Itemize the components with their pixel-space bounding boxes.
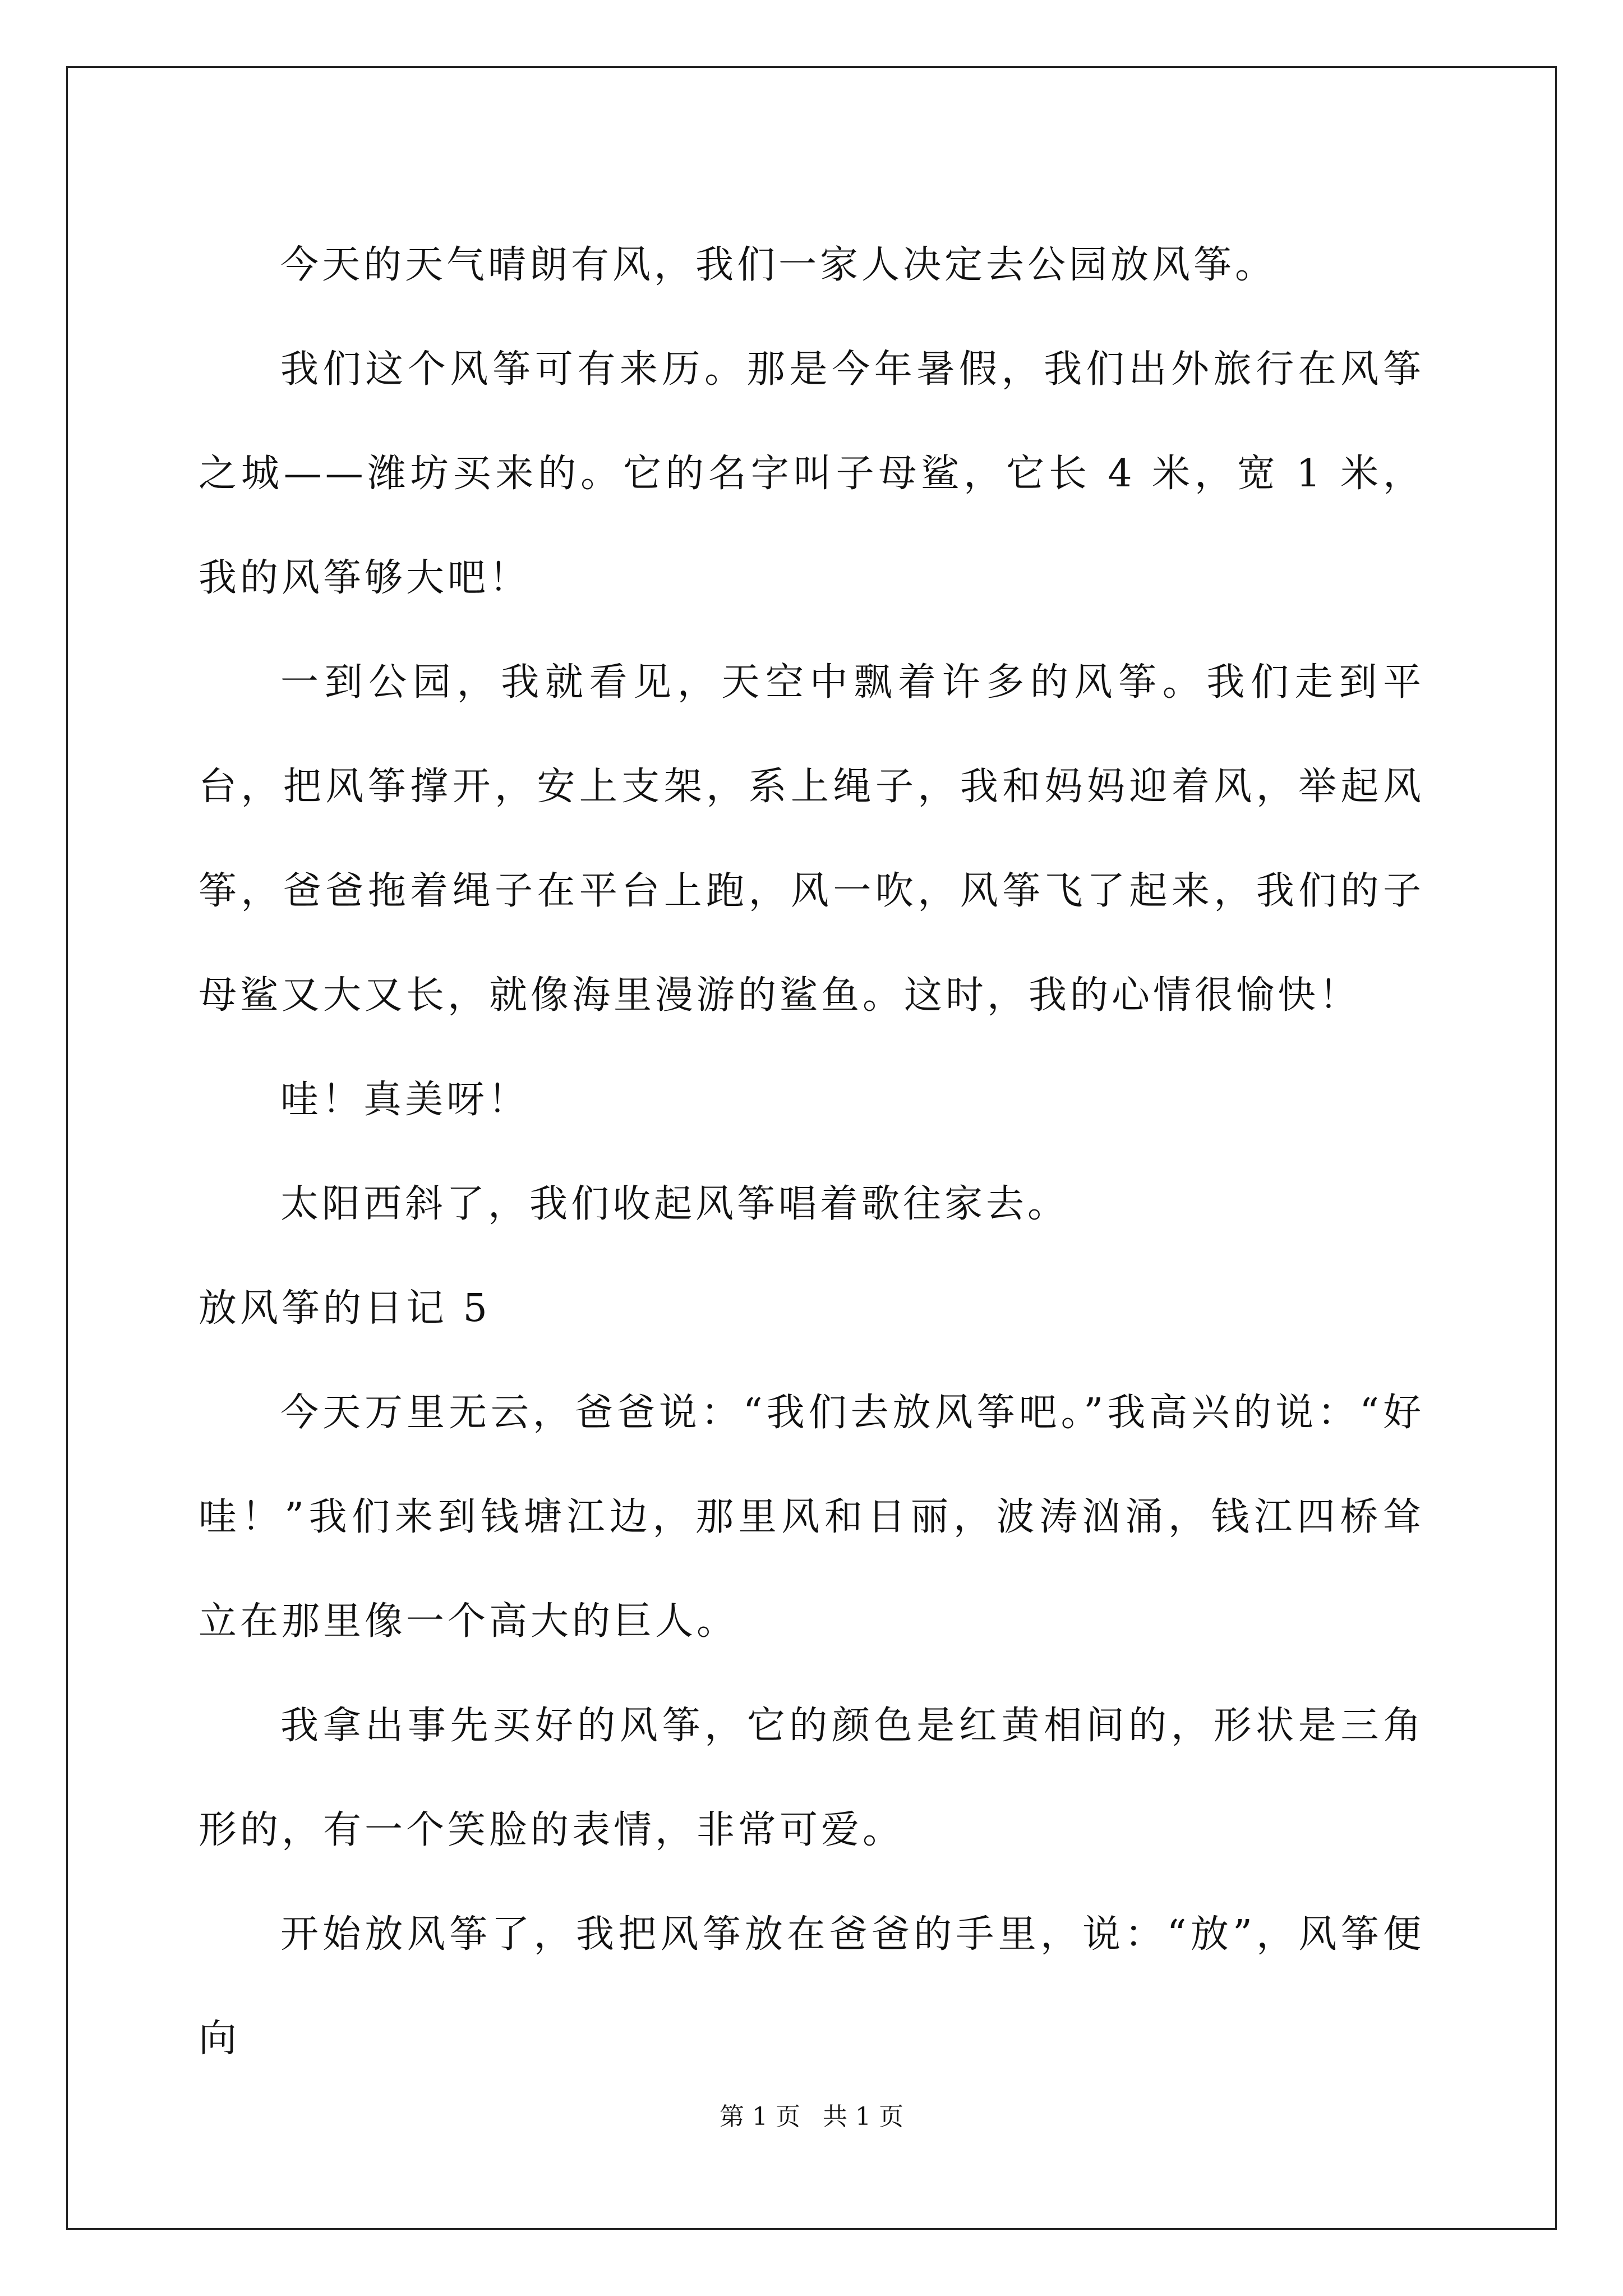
section-paragraph-2: 我拿出事先买好的风筝，它的颜色是红黄相间的，形状是三角形的，有一个笑脸的表情，非常可爱。 [199,1704,1424,1852]
paragraph-1: 今天的天气晴朗有风，我们一家人决定去公园放风筝。 [280,243,1277,287]
paragraph-4: 哇！真美呀！ [280,1078,530,1122]
document-body [199,213,1424,2091]
paragraph-2: 我们这个风筝可有来历。那是今年暑假，我们出外旅行在风筝之城——潍坊买来的。它的名字叫子母鲨，它长 4 米，宽 1 米，我的风筝够大吧！ [199,347,1424,600]
section-title: 放风筝的日记 5 [199,1286,491,1331]
paragraph-5: 太阳西斜了，我们收起风筝唱着歌往家去。 [280,1182,1069,1226]
section-paragraph-3: 开始放风筝了，我把风筝放在爸爸的手里，说：“放”，风筝便向 [199,1912,1424,2061]
page-number: 第 1 页 [720,2102,800,2131]
page-footer [0,2100,1623,2134]
paragraph-3: 一到公园，我就看见，天空中飘着许多的风筝。我们走到平台，把风筝撑开，安上支架，系上绳子，我和妈妈迎着风，举起风筝，爸爸拖着绳子在平台上跑，风一吹，风筝飞了起来，我们的子母鲨又大又长，就像海里漫游的鲨鱼。这时，我的心情很愉快！ [199,660,1424,1018]
page-total: 共 1 页 [823,2102,903,2131]
section-paragraph-1: 今天万里无云，爸爸说：“我们去放风筝吧。”我高兴的说：“好哇！”我们来到钱塘江边，那里风和日丽，波涛汹涌，钱江四桥耸立在那里像一个高大的巨人。 [199,1391,1424,1644]
